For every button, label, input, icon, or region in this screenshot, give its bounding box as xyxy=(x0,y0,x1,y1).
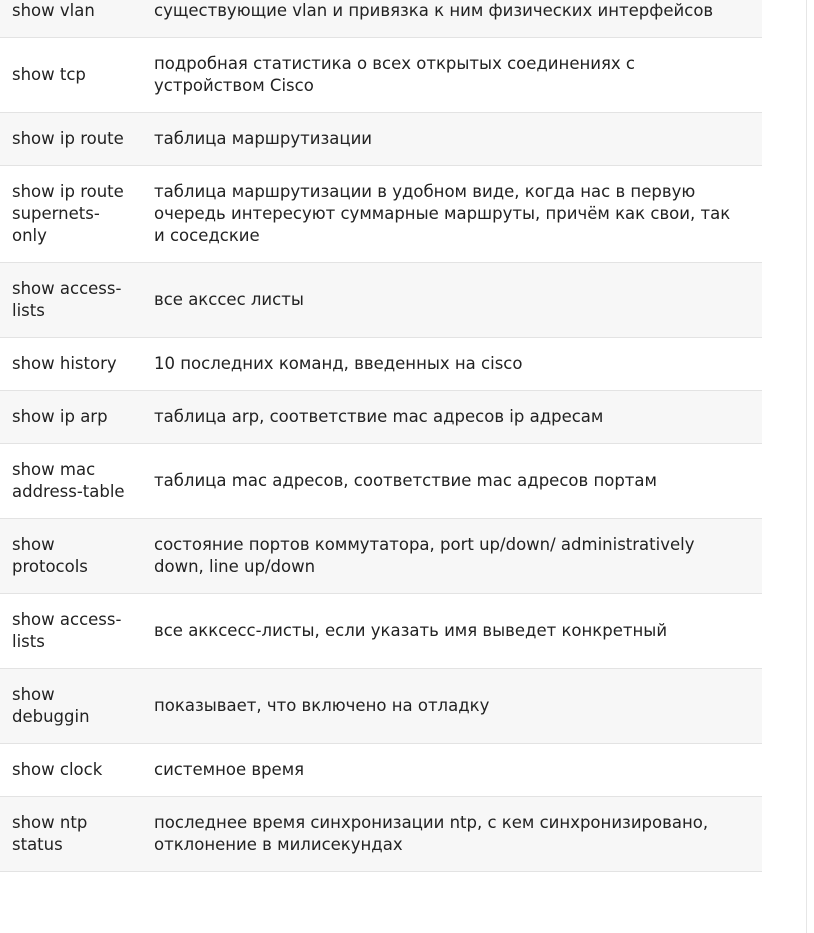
command-cell: show access-lists xyxy=(0,594,142,669)
table-row xyxy=(0,166,762,263)
command-cell: show tcp xyxy=(0,38,142,113)
command-cell: show access-lists xyxy=(0,263,142,338)
description-cell: показывает, что включено на отладку xyxy=(142,669,762,744)
table-row xyxy=(0,263,762,338)
table-row xyxy=(0,0,762,38)
command-cell: show debuggin xyxy=(0,669,142,744)
table-row xyxy=(0,444,762,519)
command-cell: show ip route xyxy=(0,113,142,166)
description-cell: таблица mac адресов, соответствие mac адресов портам xyxy=(142,444,762,519)
table-row xyxy=(0,338,762,391)
table-row xyxy=(0,519,762,594)
table-row xyxy=(0,797,762,872)
description-cell: последнее время синхронизации ntp, с кем синхронизировано, отклонение в милисекундах xyxy=(142,797,762,872)
command-cell: show protocols xyxy=(0,519,142,594)
description-cell: 10 последних команд, введенных на cisco xyxy=(142,338,762,391)
command-cell: show clock xyxy=(0,744,142,797)
command-cell: show history xyxy=(0,338,142,391)
table-row xyxy=(0,594,762,669)
command-cell: show ip route supernets-only xyxy=(0,166,142,263)
table-row xyxy=(0,113,762,166)
description-cell: все акксесс-листы, если указать имя выведет конкретный xyxy=(142,594,762,669)
command-cell: show ip arp xyxy=(0,391,142,444)
command-cell: show vlan xyxy=(0,0,142,38)
command-cell: show mac address-table xyxy=(0,444,142,519)
description-cell: состояние портов коммутатора, port up/down/ administratively down, line up/down xyxy=(142,519,762,594)
page-divider xyxy=(806,0,807,933)
description-cell: системное время xyxy=(142,744,762,797)
table-row xyxy=(0,391,762,444)
command-cell: show ntp status xyxy=(0,797,142,872)
description-cell: подробная статистика о всех открытых соединениях с устройством Cisco xyxy=(142,38,762,113)
description-cell: таблица маршрутизации xyxy=(142,113,762,166)
description-cell: все акссес листы xyxy=(142,263,762,338)
description-cell: существующие vlan и привязка к ним физических интерфейсов xyxy=(142,0,762,38)
table-row xyxy=(0,669,762,744)
description-cell: таблица arp, соответствие mac адресов ip адресам xyxy=(142,391,762,444)
description-cell: таблица маршрутизации в удобном виде, когда нас в первую очередь интересуют суммарные маршруты, причём как свои, так и соседские xyxy=(142,166,762,263)
table-row xyxy=(0,38,762,113)
table-row xyxy=(0,744,762,797)
